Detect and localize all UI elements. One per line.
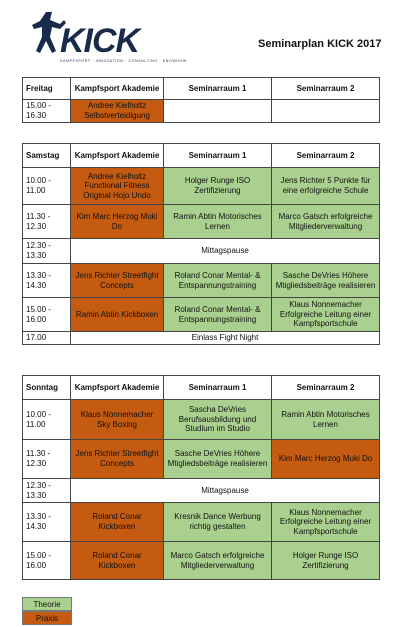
time-cell: 13.30 - 14.30 [23,503,71,542]
time-cell: 11.30 - 12.30 [23,440,71,479]
session-cell: Holger Runge ISO Zertifizierung [272,542,380,580]
header-seminarraum-1: Seminarraum 1 [164,144,272,168]
time-cell: 11.30 - 12.30 [23,205,71,239]
time-cell: 12.30 - 13.30 [23,479,71,503]
event-cell: Einlass Fight Night [71,332,380,345]
schedule-freitag [22,77,380,123]
header-akademie: Kampfsport Akademie [71,376,164,400]
table-row [23,100,380,123]
table-header-row [23,376,380,400]
table-row [23,400,380,440]
time-cell: 17.00 [23,332,71,345]
day-label: Sonntag [23,376,71,400]
table-row [23,542,380,580]
legend-praxis: Praxis [22,611,72,625]
schedule-sonntag [22,375,380,580]
day-label: Freitag [23,78,71,100]
header-seminarraum-2: Seminarraum 2 [272,78,380,100]
session-cell: Klaus Nonnemacher Sky Boxing [71,400,164,440]
session-cell: Andree Kielholtz Selbstverteidigung [71,100,164,123]
session-cell: Ramin Abtin Kickboxen [71,298,164,332]
page-title: Seminarplan KICK 2017 [258,38,382,50]
session-cell: Ramin Abtin Motorisches Lernen [272,400,380,440]
time-cell: 10.00 - 11.00 [23,400,71,440]
time-cell: 15.00 - 16.00 [23,298,71,332]
session-cell: Jens Richter 5 Punkte für eine erfolgreiche Schule [272,168,380,205]
table-row [23,168,380,205]
table-row [23,479,380,503]
break-cell: Mittagspause [71,239,380,264]
session-cell: Roland Conar Mental- & Entspannungstraining [164,264,272,298]
session-cell [164,100,272,123]
session-cell: Kim Marc Herzog Muki Do [272,440,380,479]
day-label: Samstag [23,144,71,168]
table-row [23,264,380,298]
session-cell: Jens Richter Streetfight Concepts [71,440,164,479]
time-cell: 15.00 - 16.30 [23,100,71,123]
logo-tagline: KAMPFSPORT · INNOVATION · CONSULTING · KNOWHOW [60,59,187,63]
time-cell: 12.30 - 13.30 [23,239,71,264]
header-seminarraum-2: Seminarraum 2 [272,376,380,400]
time-cell: 10.00 - 11.00 [23,168,71,205]
session-cell: Roland Conar Kickboxen [71,542,164,580]
session-cell: Kim Marc Herzog Muki Do [71,205,164,239]
header-seminarraum-1: Seminarraum 1 [164,78,272,100]
header-seminarraum-2: Seminarraum 2 [272,144,380,168]
session-cell: Sascha DeVries Berufsausbildung und Studium im Studio [164,400,272,440]
kick-logo [26,8,187,64]
table-row [23,332,380,345]
session-cell: Holger Runge ISO Zertifizierung [164,168,272,205]
session-cell: Sasche DeVries Höhere Mtigliedsbeiträge realisieren [272,264,380,298]
header-akademie: Kampfsport Akademie [71,144,164,168]
header-seminarraum-1: Seminarraum 1 [164,376,272,400]
session-cell: Andree Kielholtz Functional Fitness Original Hojo Undo [71,168,164,205]
time-cell: 13.30 - 14.30 [23,264,71,298]
break-cell: Mittagspause [71,479,380,503]
table-header-row [23,78,380,100]
session-cell: Kresnik Dance Werbung richtig gestalten [164,503,272,542]
session-cell: Roland Conar Kickboxen [71,503,164,542]
schedule-samstag [22,143,380,345]
header-akademie: Kampfsport Akademie [71,78,164,100]
session-cell: Klaus Nonnemacher Erfolgreiche Leitung einer Kampfsportschule [272,298,380,332]
time-cell: 15.00 - 16.00 [23,542,71,580]
session-cell [272,100,380,123]
table-row [23,298,380,332]
session-cell: Jens Richter Streetfight Concepts [71,264,164,298]
session-cell: Sasche DeVries Höhere Mtigliedsbeiträge realisieren [164,440,272,479]
session-cell: Ramin Abtin Motorisches Lernen [164,205,272,239]
legend-theorie: Theorie [22,597,72,611]
table-row [23,239,380,264]
table-row [23,205,380,239]
table-header-row [23,144,380,168]
session-cell: Marco Gatsch erfolgreiche Mitgliederverwaltung [164,542,272,580]
table-row [23,440,380,479]
session-cell: Klaus Nonnemacher Erfolgreiche Leitung einer Kampfsportschule [272,503,380,542]
table-row [23,503,380,542]
logo-text: KICK [60,22,140,60]
session-cell: Roland Conar Mental- & Entspannungstraining [164,298,272,332]
session-cell: Marco Gatsch erfolgreiche Mitgliederverwaltung [272,205,380,239]
